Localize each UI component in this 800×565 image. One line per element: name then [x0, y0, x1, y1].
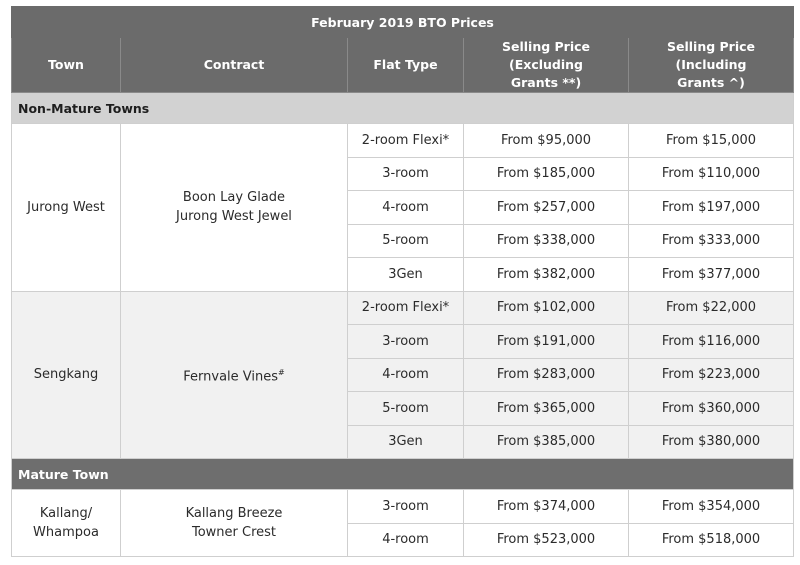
header-contract: Contract [121, 38, 348, 93]
town-name-line: Whampoa [33, 525, 99, 540]
header-price-excluding-line2: Grants **) [510, 75, 582, 90]
flat-type-cell: 2-room Flexi* [348, 124, 464, 158]
table-row [12, 124, 794, 158]
price-including-cell: From $333,000 [629, 224, 794, 258]
price-excluding-cell: From $95,000 [464, 124, 629, 158]
table-title-row [12, 7, 794, 38]
contract-name-line: Kallang Breeze [185, 506, 283, 521]
contract-name-line: Boon Lay Glade [182, 190, 286, 206]
flat-type-cell: 3Gen [348, 258, 464, 292]
price-excluding-cell: From $385,000 [464, 425, 629, 459]
price-excluding-cell: From $257,000 [464, 191, 629, 225]
flat-type-cell: 3-room [348, 157, 464, 191]
town-cell [12, 291, 121, 459]
flat-type-cell: 2-room Flexi* [348, 291, 464, 325]
section-header: Mature Town [12, 459, 794, 490]
contract-name-line: Fernvale Vines [183, 369, 279, 385]
price-including-cell: From $354,000 [629, 490, 794, 524]
header-price-excluding-line1: Selling Price (Excluding [501, 39, 591, 72]
table-row [12, 291, 794, 325]
table-body [12, 93, 794, 557]
price-including-cell: From $360,000 [629, 392, 794, 426]
price-including-cell: From $15,000 [629, 124, 794, 158]
price-excluding-cell: From $102,000 [464, 291, 629, 325]
contract-cell [121, 124, 348, 292]
contract-footnote-mark: # [278, 368, 285, 378]
header-town: Town [12, 38, 121, 93]
column-header-row [12, 38, 794, 93]
section-header-row [12, 93, 794, 124]
contract-name-line: Towner Crest [191, 525, 277, 540]
price-excluding-cell: From $338,000 [464, 224, 629, 258]
town-cell [12, 124, 121, 292]
flat-type-cell: 3-room [348, 325, 464, 359]
contract-cell [121, 490, 348, 557]
price-including-cell: From $22,000 [629, 291, 794, 325]
town-name-line: Jurong West [27, 199, 105, 215]
price-including-cell: From $110,000 [629, 157, 794, 191]
town-name-line: Kallang/ [39, 506, 93, 521]
header-price-including-line2: Grants ^) [677, 75, 745, 90]
price-excluding-cell: From $283,000 [464, 358, 629, 392]
price-excluding-cell: From $365,000 [464, 392, 629, 426]
contract-cell [121, 291, 348, 459]
flat-type-cell: 5-room [348, 224, 464, 258]
price-including-cell: From $223,000 [629, 358, 794, 392]
flat-type-cell: 3Gen [348, 425, 464, 459]
town-cell [12, 490, 121, 557]
price-including-cell: From $197,000 [629, 191, 794, 225]
price-excluding-cell: From $374,000 [464, 490, 629, 524]
price-excluding-cell: From $185,000 [464, 157, 629, 191]
flat-type-cell: 5-room [348, 392, 464, 426]
price-excluding-cell: From $382,000 [464, 258, 629, 292]
table-title: February 2019 BTO Prices [12, 7, 794, 38]
header-price-including-line1: Selling Price (Including [666, 39, 756, 72]
price-excluding-cell: From $191,000 [464, 325, 629, 359]
flat-type-cell: 4-room [348, 358, 464, 392]
flat-type-cell: 4-room [348, 191, 464, 225]
bto-price-table [11, 6, 794, 557]
price-including-cell: From $116,000 [629, 325, 794, 359]
header-price-including [629, 38, 794, 93]
flat-type-cell: 3-room [348, 490, 464, 524]
contract-name-line: Jurong West Jewel [176, 209, 292, 225]
price-including-cell: From $380,000 [629, 425, 794, 459]
table-row [12, 490, 794, 524]
price-including-cell: From $377,000 [629, 258, 794, 292]
header-flat-type: Flat Type [348, 38, 464, 93]
price-including-cell: From $518,000 [629, 523, 794, 557]
price-excluding-cell: From $523,000 [464, 523, 629, 557]
header-price-excluding [464, 38, 629, 93]
flat-type-cell: 4-room [348, 523, 464, 557]
town-name-line: Sengkang [33, 367, 99, 383]
section-header-row [12, 459, 794, 490]
section-header: Non-Mature Towns [12, 93, 794, 124]
